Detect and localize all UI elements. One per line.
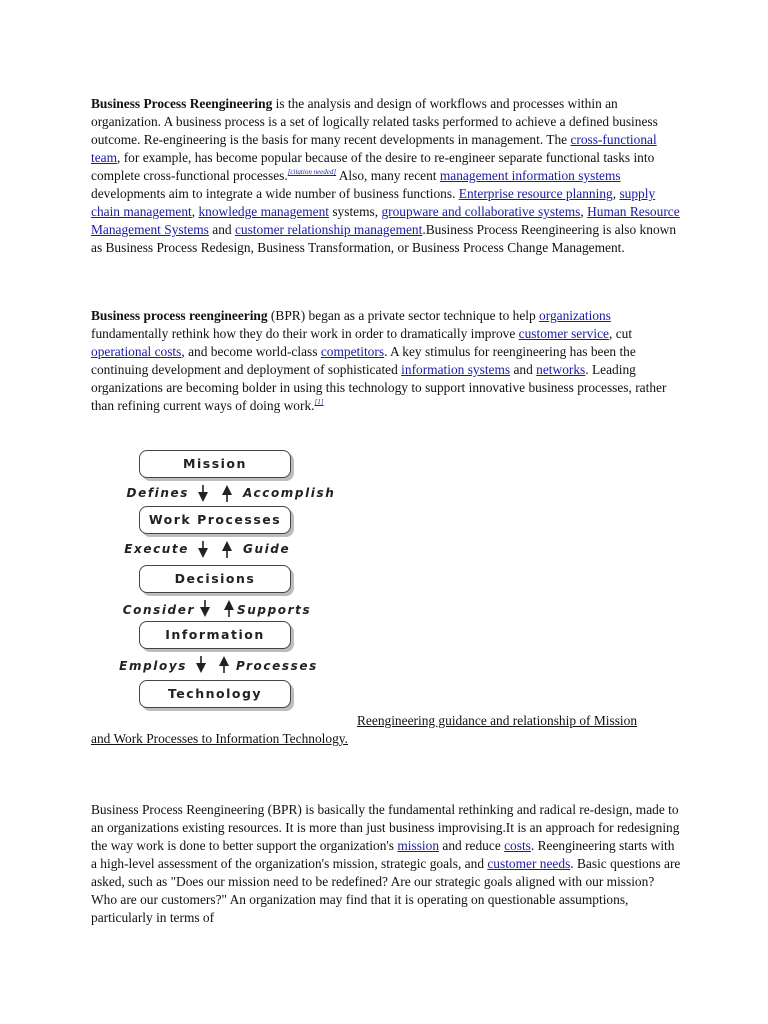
label-defines: Defines xyxy=(126,486,189,500)
up-arrow-icon xyxy=(222,541,232,558)
link-mission[interactable]: mission xyxy=(397,838,440,853)
text: , cut xyxy=(609,326,633,341)
citation-needed-link[interactable]: [citation needed] xyxy=(287,168,337,176)
down-arrow-icon xyxy=(198,485,208,502)
link-hrms[interactable]: Human Resource Management Systems xyxy=(91,204,680,237)
link-management-information-systems[interactable]: management information systems xyxy=(439,168,621,183)
arrow-pairs xyxy=(114,444,354,714)
label-processes: Processes xyxy=(236,659,318,673)
text: Also, many recent xyxy=(336,168,440,183)
text: and reduce xyxy=(439,838,505,853)
label-execute: Execute xyxy=(124,542,189,556)
text: and xyxy=(510,362,537,377)
link-organizations[interactable]: organizations xyxy=(539,308,611,323)
paragraph-bpr-overview xyxy=(91,801,683,927)
box-mission: Mission xyxy=(139,450,291,478)
figure-caption-line1: Reengineering guidance and relationship of Mission xyxy=(357,713,638,728)
link-competitors[interactable]: competitors xyxy=(320,344,385,359)
text: , for example, has become popular because of the desire to re-engineer separate functional tasks into complete cross-functional processes. xyxy=(91,150,655,183)
label-consider: Consider xyxy=(122,603,195,617)
text: systems, xyxy=(328,204,382,219)
text: developments aim to integrate a wide number of business functions. xyxy=(91,186,459,201)
label-accomplish: Accomplish xyxy=(243,486,336,500)
text: (BPR) began as a private sector technique to help xyxy=(267,308,540,323)
reference-link[interactable]: [1] xyxy=(314,398,324,406)
down-arrow-icon xyxy=(196,656,206,673)
link-customer-needs[interactable]: customer needs xyxy=(487,856,571,871)
link-information-systems[interactable]: information systems xyxy=(401,362,511,377)
link-networks[interactable]: networks xyxy=(536,362,586,377)
link-costs[interactable]: costs xyxy=(504,838,531,853)
link-cross-functional-team[interactable]: cross-functional team xyxy=(91,132,657,165)
box-work-processes: Work Processes xyxy=(139,506,291,534)
link-supply-chain-management[interactable]: supply chain management xyxy=(91,186,656,219)
down-arrow-icon xyxy=(198,541,208,558)
paragraph-bpr-definition xyxy=(91,95,683,257)
link-customer-service[interactable]: customer service xyxy=(518,326,609,341)
text: is the analysis and design of workflows and processes within an organization. A business process is a set of logically related tasks performed to achieve a defined business outcome. Re-engineering is the basis for many recent developments in management. The xyxy=(91,96,658,147)
label-guide: Guide xyxy=(243,542,291,556)
link-groupware[interactable]: groupware and collaborative systems xyxy=(381,204,581,219)
box-technology: Technology xyxy=(139,680,291,708)
box-information: Information xyxy=(139,621,291,649)
text: . Reengineering starts with a high-level assessment of the organization's mission, strategic goals, and xyxy=(91,838,675,871)
mission-to-technology-diagram xyxy=(114,444,354,714)
text: , and become world-class xyxy=(181,344,321,359)
link-knowledge-management[interactable]: knowledge management xyxy=(198,204,329,219)
text: , xyxy=(580,204,588,219)
up-arrow-icon xyxy=(222,485,232,502)
down-arrow-icon xyxy=(200,600,210,617)
label-employs: Employs xyxy=(119,659,187,673)
figure-caption-line2: and Work Processes to Information Technology. xyxy=(91,731,348,746)
link-enterprise-resource-planning[interactable]: Enterprise resource planning xyxy=(458,186,613,201)
text: fundamentally rethink how they do their work in order to dramatically improve xyxy=(91,326,519,341)
up-arrow-icon xyxy=(224,600,234,617)
link-operational-costs[interactable]: operational costs xyxy=(91,344,182,359)
text: , xyxy=(612,186,620,201)
text: . A key stimulus for reengineering has been the continuing development and deployment of sophisticated xyxy=(91,344,636,377)
paragraph-bpr-origin xyxy=(91,307,683,415)
text: and xyxy=(208,222,235,237)
term-bpr: Business Process Reengineering xyxy=(91,96,273,111)
text: , xyxy=(191,204,199,219)
link-crm[interactable]: customer relationship management xyxy=(234,222,423,237)
box-decisions: Decisions xyxy=(139,565,291,593)
term-bpr-lower: Business process reengineering xyxy=(91,308,268,323)
text: . Basic questions are asked, such as "Does our mission need to be redefined? Are our strategic goals aligned with our mission? Who are our customers?" An organization may find that it is operating on questionable assumptions, particularly in terms of xyxy=(91,856,681,925)
text: Business Process Reengineering (BPR) is basically the fundamental rethinking and radical re-design, made to an organizations existing resources. It is more than just business improvising.It is an approach for redesigning the way work is done to better support the organization's xyxy=(91,802,680,853)
label-supports: Supports xyxy=(237,603,312,617)
up-arrow-icon xyxy=(219,656,229,673)
text: .Business Process Reengineering is also known as Business Process Redesign, Business Transformation, or Business Process Change Management. xyxy=(91,222,677,255)
text: . Leading organizations are becoming bolder in using this technology to support innovative business processes, rather than refining current ways of doing work. xyxy=(91,362,667,413)
